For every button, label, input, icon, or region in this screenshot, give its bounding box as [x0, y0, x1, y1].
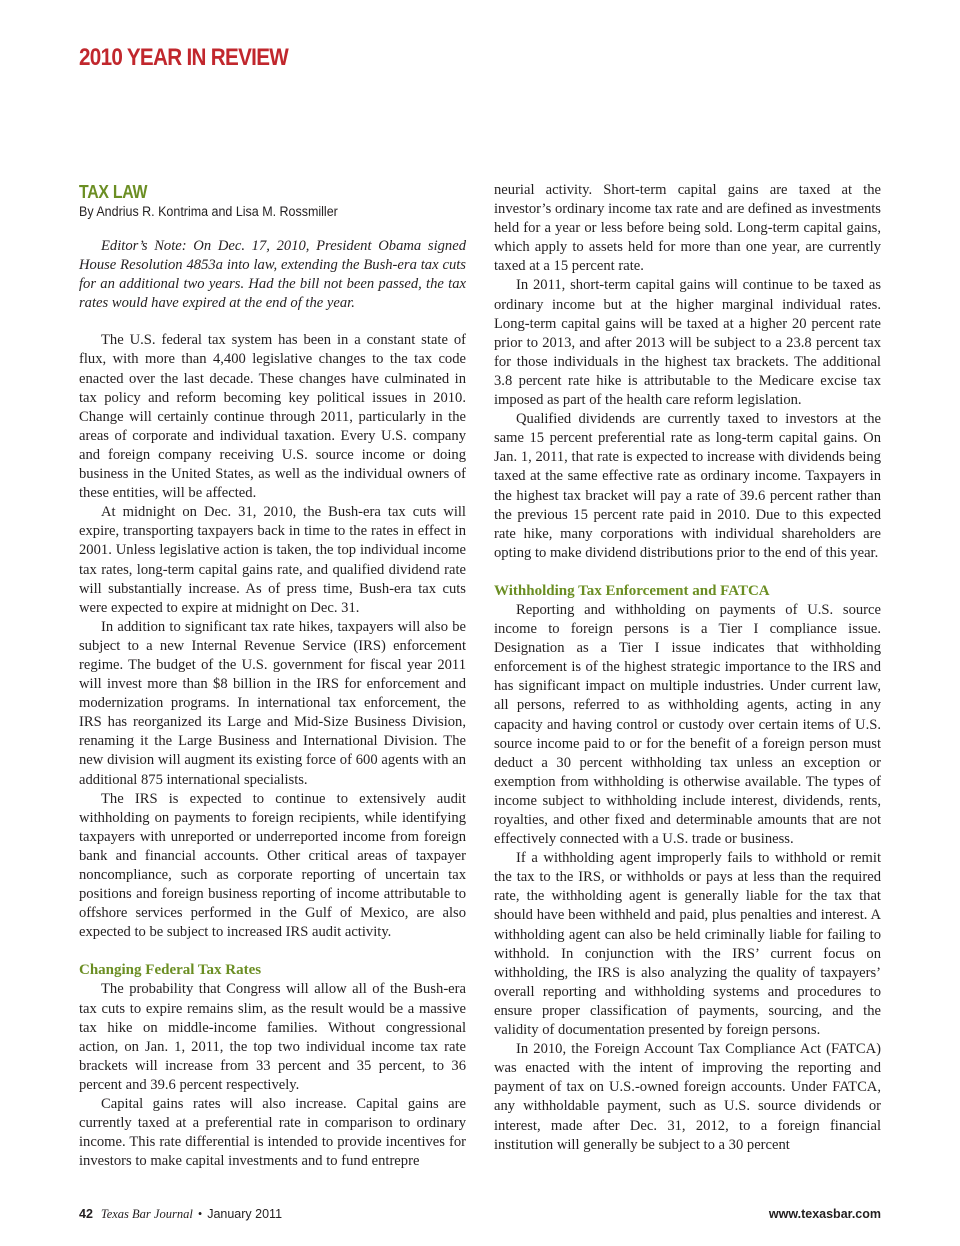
subhead-withholding-fatca: Withholding Tax Enforcement and FATCA [494, 582, 770, 599]
footer-bullet: • [197, 1207, 203, 1221]
right-column [494, 181, 881, 1155]
body-paragraph: In addition to significant tax rate hikes, taxpayers will also be subject to a new Internal Revenue Service (IRS) enforcement regime. The budget of the U.S. government for fiscal year 2011 will invest more than $8 billion in the IRS for enforcement and modernization programs. In international tax enforcement, the IRS has reorganized its Large and Mid-Size Business Division, renaming it the Large Business and International Division. The new division will augment its existing force of 600 agents with an additional 875 international specialists. [79, 618, 466, 788]
subhead-changing-federal-tax-rates: Changing Federal Tax Rates [79, 962, 262, 979]
journal-name: Texas Bar Journal [100, 1207, 193, 1221]
body-paragraph-continued: neurial activity. Short-term capital gains are taxed at the investor’s ordinary income tax rate and are defined as investments held for a year or less before being sold. Long-term capital gains, which apply to assets held for more than one year, are currently taxed at a 15 percent rate. [494, 182, 881, 275]
body-paragraph: At midnight on Dec. 31, 2010, the Bush-era tax cuts will expire, transporting taxpayers back in time to the rates in effect in 2001. Unless legislative action is taken, the top individual income tax rates, long-term capital gains rate, and qualified dividend rate will substantially increase. As of press time, Bush-era tax cuts were expected to expire at midnight on Dec. 31. [79, 504, 466, 616]
page-header-title: 2010 YEAR IN REVIEW [79, 44, 289, 71]
body-paragraph: The U.S. federal tax system has been in a constant state of flux, with more than 4,400 legislative changes to the tax code enacted over the last decade. These changes have culminated in tax policy and reform becoming key political issues in 2010. Change will certainly continue through 2011, particularly in the areas of corporate and individual taxation. Every U.S. company and foreign company receiving U.S. source income or doing business in the United States, as well as the individual owners of these entities, will be affected. [79, 332, 466, 502]
body-paragraph: Qualified dividends are currently taxed to investors at the same 15 percent preferential rate as long-term capital gains. On Jan. 1, 2011, that rate is expected to increase with dividends being taxed at the same effective rate as ordinary income. Taxpayers in the highest tax bracket will pay a rate of 39.6 percent rather than the previous 15 percent rate paid in 2010. Due to this expected rate hike, many corporations with individual shareholders are opting to make dividend distributions prior to the end of this year. [494, 411, 881, 561]
footer-website[interactable]: www.texasbar.com [768, 1207, 881, 1221]
footer-left [79, 1207, 282, 1222]
body-paragraph: Capital gains rates will also increase. Capital gains are currently taxed at a preferential rate in comparison to ordinary income. This rate differential is intended to provide incentives for investors to make capital investments and to fund entrepre [79, 1096, 466, 1170]
editor-note: Editor’s Note: On Dec. 17, 2010, President Obama signed House Resolution 4853a into law, extending the Bush-era tax cuts for an additional two years. Had the bill not been passed, the tax rates would have expired at the end of the year. [79, 238, 466, 312]
body-paragraph: In 2011, short-term capital gains will continue to be taxed as ordinary income but at the higher marginal individual rates. Long-term capital gains will be taxed at a higher 20 percent rate prior to 2013, and after 2013 will be subject to a 23.8 percent tax for those individuals in the highest tax brackets. The additional 3.8 percent rate hike is attributable to the Medicare excise tax imposed as part of the health care reform legislation. [494, 277, 881, 409]
issue-date: January 2011 [207, 1207, 283, 1221]
body-paragraph: The IRS is expected to continue to extensively audit withholding on payments to foreign recipients, while identifying taxpayers with unreported or underreported income from foreign bank and financial accounts. Other critical areas of taxpayer noncompliance, such as corporate reporting of uncertain tax positions and foreign business reporting of income attributable to offshore services performed in the Gulf of Mexico, are also expected to be subject to increased IRS audit activity. [79, 790, 466, 941]
body-paragraph: Reporting and withholding on payments of U.S. source income to foreign persons is a Tier I compliance issue. Designation as a Tier I issue indicates that withholding enforcement is of the highest strategic importance to the IRS and has significant impact on multiple industries. Under current law, all persons, referred to as withholding agents, acting in any capacity and having control or custody over certain items of U.S. source income paid to or for the benefit of a foreign person must deduct a 30 percent withholding tax unless an exception or exemption from withholding is otherwise available. The types of income subject to withholding include interest, dividends, rents, royalties, and other fixed and determinable amounts that are not effectively connected with a U.S. trade or business. [494, 601, 881, 848]
section-title: TAX LAW [79, 182, 148, 202]
left-column [79, 181, 466, 1171]
page-number: 42 [79, 1207, 93, 1221]
body-paragraph: The probability that Congress will allow all of the Bush-era tax cuts to expire remains slim, as the result would be a massive tax hike on middle-income families. Without congressional action, on Jan. 1, 2011, the top two individual income tax rate brackets will increase from 33 percent and 35 percent, to 36 percent and 39.6 percent respectively. [79, 981, 466, 1093]
body-paragraph: In 2010, the Foreign Account Tax Compliance Act (FATCA) was enacted with the intent of improving the reporting and payment of tax on U.S.-owned foreign accounts. Under FATCA, any withholdable payment, such as U.S. source dividends or interest, made after Dec. 31, 2012, to a foreign financial institution will generally be subject to a 30 percent [494, 1041, 881, 1153]
byline: By Andrius R. Kontrima and Lisa M. Rossmiller [79, 204, 338, 220]
body-paragraph: If a withholding agent improperly fails to withhold or remit the tax to the IRS, or withholds or pays at less than the required rate, the withholding agent is generally liable for the tax that should have been withheld and paid, plus penalties and interest. A withholding agent can also be held criminally liable for failing to withhold. In conjunction with the IRS’ current focus on withholding, the IRS is also analyzing the quality of taxpayers’ overall reporting and withholding systems and procedures to ensure proper classification of payments, sourcing, and the validity of documentation presented by foreign persons. [494, 850, 881, 1039]
